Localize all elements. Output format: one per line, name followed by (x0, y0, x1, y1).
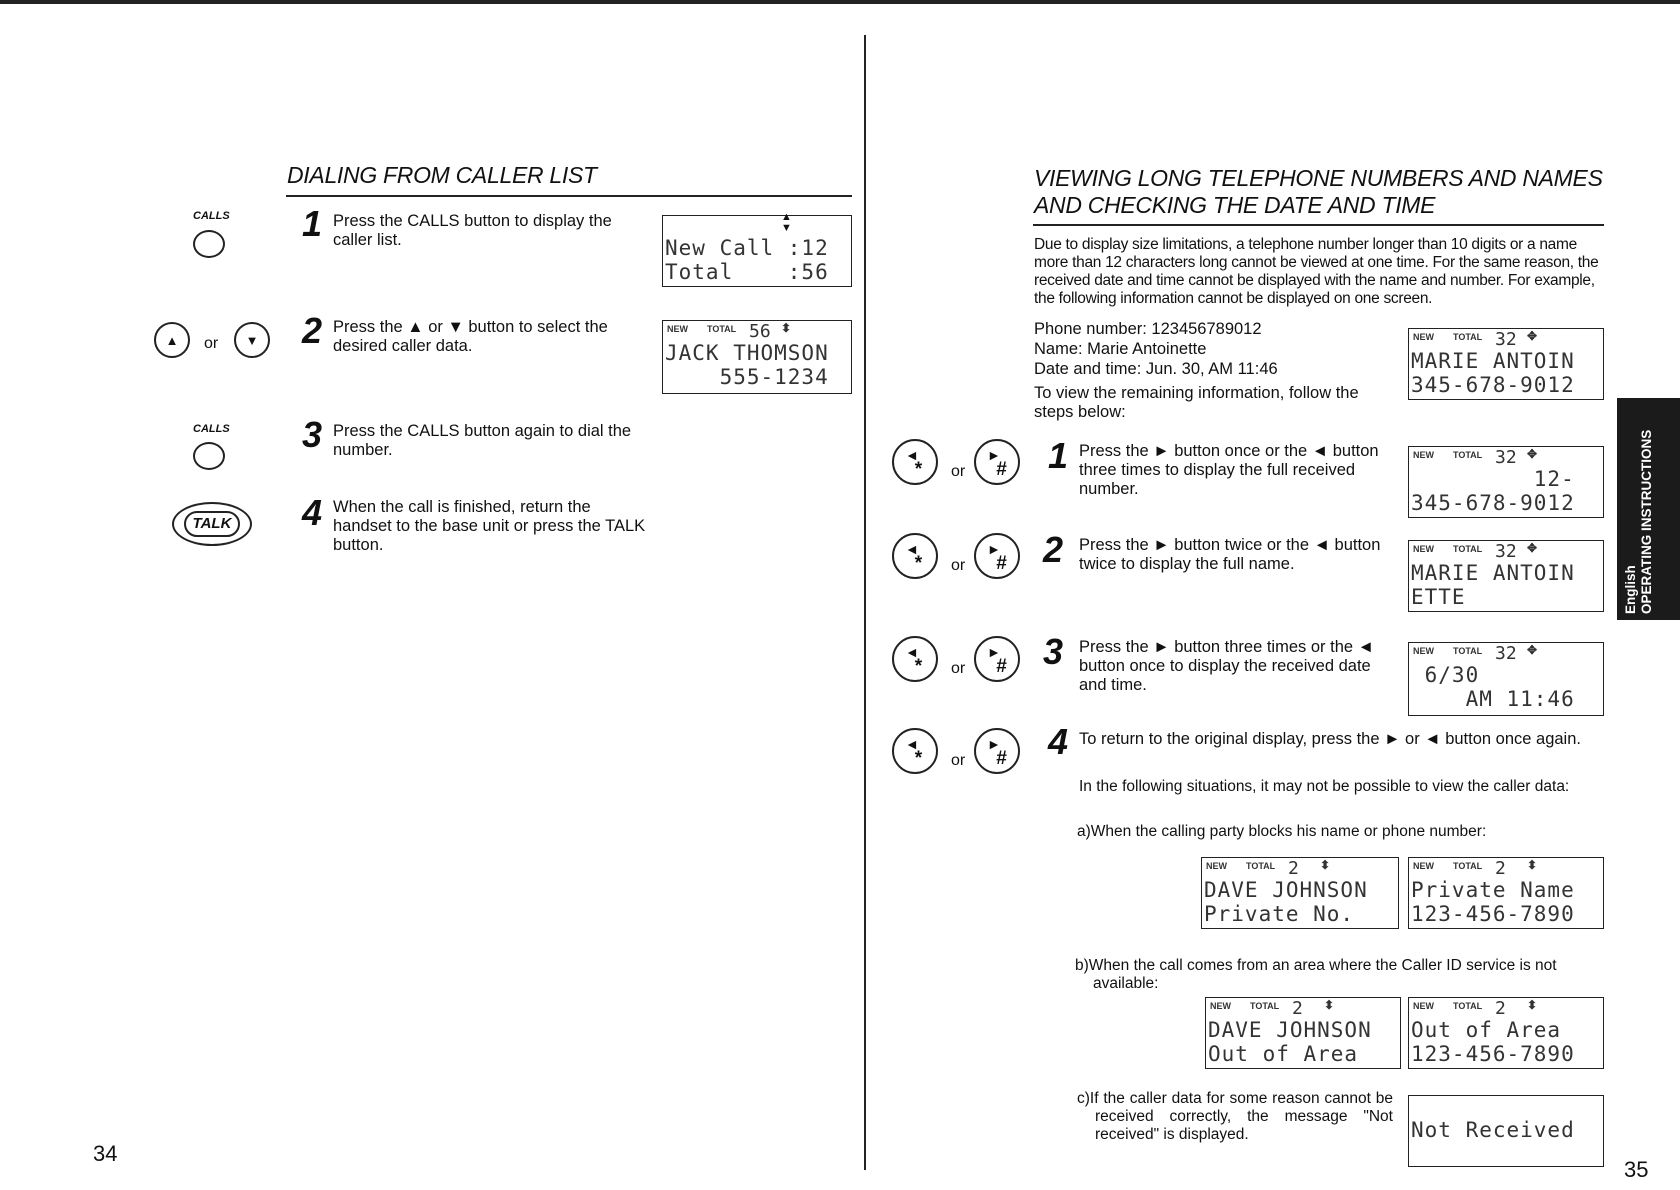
star-left-key-icon: ◄ * (892, 636, 938, 682)
side-tab-operating-instructions (1617, 398, 1680, 620)
side-tab-language: English (1623, 565, 1638, 614)
talk-label: TALK (192, 515, 232, 532)
lcd-total-label: TOTAL (1453, 1001, 1483, 1011)
lcd-line-2: Out of Area (1208, 1042, 1359, 1066)
lcd-line-2: 123-456-7890 (1411, 902, 1575, 926)
hash-right-key-icon: ► # (974, 439, 1020, 485)
lcd-line-2: Private No. (1204, 902, 1355, 926)
page-number-right: 35 (1624, 1157, 1649, 1182)
lcd-situation-a-2 (1408, 857, 1604, 929)
left-title-rule (286, 195, 852, 197)
four-way-arrow-icon: ✥ (1527, 329, 1538, 343)
left-step-1-text: Press the CALLS button to display the caller list. (333, 212, 612, 249)
situation-a-text: a)When the calling party blocks his name or phone number: (1077, 823, 1487, 840)
lcd-new-label: NEW (1210, 1001, 1231, 1011)
situations-intro: In the following situations, it may not be possible to view the caller data: (1079, 778, 1570, 795)
four-way-arrow-icon: ✥ (1527, 541, 1538, 555)
right-step-3-text: Press the ► button three times or the ◄ button once to display the received date and time. (1079, 638, 1374, 694)
left-step-4-number: 4 (302, 492, 323, 533)
calls-button-icon (193, 230, 225, 258)
lcd-line-1: New Call :12 (665, 236, 829, 260)
lcd-line-2: 555-1234 (665, 365, 829, 389)
lcd-line-2: Not Received (1411, 1118, 1575, 1142)
left-step-2-text: Press the ▲ or ▼ button to select the desired caller data. (333, 318, 608, 355)
star-hash-keys-2 (890, 531, 1030, 581)
calls-icon-label-1: CALLS (193, 210, 230, 222)
example-follow: To view the remaining information, follow the steps below: (1034, 384, 1359, 421)
or-label: or (951, 463, 966, 480)
right-step-1-text: Press the ► button once or the ◄ button three times to display the full received number. (1079, 442, 1379, 498)
lcd-step-1 (1408, 446, 1604, 518)
lcd-caller-entry (662, 320, 852, 394)
or-label: or (951, 752, 966, 769)
lcd-line-2: Total :56 (665, 260, 829, 284)
lcd-situation-b-2 (1408, 997, 1604, 1069)
lcd-line-1: 12- (1411, 467, 1575, 491)
lcd-situation-c (1408, 1095, 1604, 1167)
hash-right-key-icon: ► # (974, 636, 1020, 682)
left-step-3-number: 3 (302, 414, 323, 455)
lcd-total-label: TOTAL (1453, 450, 1483, 460)
top-border (0, 0, 1680, 4)
star-left-key-icon: ◄ * (892, 439, 938, 485)
lcd-new-label: NEW (1413, 332, 1434, 342)
right-page-title-line1: VIEWING LONG TELEPHONE NUMBERS AND NAMES (1034, 165, 1603, 191)
or-label: or (204, 335, 219, 352)
scroll-arrows-icon: ▲ ▼ (781, 211, 792, 234)
lcd-total-count: 56 (749, 321, 771, 342)
lcd-line-1: DAVE JOHNSON (1204, 878, 1368, 902)
star-hash-keys-3 (890, 634, 1030, 684)
hash-right-key-icon: ► # (974, 533, 1020, 579)
lcd-line-1: Out of Area (1411, 1018, 1562, 1042)
scroll-arrows-icon: ⬍ (1527, 858, 1538, 872)
lcd-line-1: DAVE JOHNSON (1208, 1018, 1372, 1042)
lcd-step-3 (1408, 642, 1604, 716)
lcd-line-1: JACK THOMSON (665, 341, 829, 365)
right-page-title-line2: AND CHECKING THE DATE AND TIME (1034, 192, 1436, 218)
lcd-total-label: TOTAL (1453, 332, 1483, 342)
lcd-total-count: 32 (1495, 447, 1517, 468)
right-step-4-text: To return to the original display, press the ► or ◄ button once again. (1079, 730, 1581, 748)
calls-button-icon (193, 442, 225, 470)
lcd-situation-b-1 (1205, 997, 1401, 1069)
left-step-1-number: 1 (302, 203, 323, 244)
lcd-new-label: NEW (1413, 1001, 1434, 1011)
right-step-1-number: 1 (1048, 435, 1069, 476)
example-phone: Phone number: 123456789012 (1034, 320, 1262, 338)
right-step-3-number: 3 (1043, 631, 1064, 672)
example-datetime: Date and time: Jun. 30, AM 11:46 (1034, 360, 1278, 378)
lcd-new-label: NEW (1413, 544, 1434, 554)
lcd-total-label: TOTAL (1250, 1001, 1280, 1011)
lcd-line-1: 6/30 (1411, 663, 1480, 687)
right-step-2-text: Press the ► button twice or the ◄ button twice to display the full name. (1079, 536, 1381, 573)
lcd-line-1: Private Name (1411, 878, 1575, 902)
lcd-total-count: 32 (1495, 643, 1517, 664)
situation-c-text: c)If the caller data for some reason cannot be received correctly, the message "Not received" is displayed. (1077, 1090, 1393, 1143)
talk-button-icon (172, 502, 252, 546)
or-label: or (951, 557, 966, 574)
star-left-key-icon: ◄ * (892, 728, 938, 774)
scroll-arrows-icon: ⬍ (781, 321, 792, 335)
four-way-arrow-icon: ✥ (1527, 643, 1538, 657)
scroll-arrows-icon: ⬍ (1527, 998, 1538, 1012)
left-page-title: DIALING FROM CALLER LIST (287, 162, 597, 188)
lcd-total-label: TOTAL (707, 324, 737, 334)
right-title-rule (1033, 224, 1604, 226)
up-button-icon: ▲ (154, 322, 190, 358)
lcd-line-2: ETTE (1411, 585, 1466, 609)
side-tab-section: OPERATING INSTRUCTIONS (1639, 429, 1654, 614)
lcd-total-label: TOTAL (1246, 861, 1276, 871)
star-left-key-icon: ◄ * (892, 533, 938, 579)
example-name: Name: Marie Antoinette (1034, 340, 1207, 358)
down-button-icon: ▼ (234, 322, 270, 358)
lcd-line-2: 345-678-9012 (1411, 373, 1575, 397)
lcd-new-label: NEW (1413, 450, 1434, 460)
lcd-new-label: NEW (1206, 861, 1227, 871)
lcd-total-count: 32 (1495, 329, 1517, 350)
lcd-new-label: NEW (1413, 646, 1434, 656)
right-step-2-number: 2 (1043, 529, 1064, 570)
lcd-step-2 (1408, 540, 1604, 612)
lcd-total-label: TOTAL (1453, 544, 1483, 554)
lcd-total-label: TOTAL (1453, 646, 1483, 656)
four-way-arrow-icon: ✥ (1527, 447, 1538, 461)
lcd-total-count: 32 (1495, 541, 1517, 562)
right-step-4-number: 4 (1048, 721, 1069, 762)
lcd-line-1: MARIE ANTOIN (1411, 349, 1575, 373)
lcd-total-count: 2 (1495, 998, 1506, 1019)
left-step-2-number: 2 (302, 310, 323, 351)
lcd-line-2: AM 11:46 (1411, 687, 1575, 711)
lcd-total-label: TOTAL (1453, 861, 1483, 871)
lcd-total-count: 2 (1288, 858, 1299, 879)
intro-paragraph: Due to display size limitations, a telephone number longer than 10 digits or a name more than 12 characters long cannot be viewed at one time. For the same reason, the received date and time cannot be displayed with the name and number. For example, the following information cannot be displayed on one screen. (1034, 236, 1599, 307)
situation-b-text: b)When the call comes from an area where the Caller ID service is not available: (1075, 957, 1557, 992)
lcd-new-label: NEW (1413, 861, 1434, 871)
lcd-situation-a-1 (1201, 857, 1399, 929)
lcd-line-2: 345-678-9012 (1411, 491, 1575, 515)
hash-right-key-icon: ► # (974, 728, 1020, 774)
left-step-3-text: Press the CALLS button again to dial the number. (333, 422, 632, 459)
lcd-line-1: MARIE ANTOIN (1411, 561, 1575, 585)
calls-icon-label-2: CALLS (193, 423, 230, 435)
star-hash-keys-1 (890, 437, 1030, 487)
scroll-arrows-icon: ⬍ (1320, 858, 1331, 872)
star-hash-keys-4 (890, 726, 1030, 776)
or-label: or (951, 660, 966, 677)
left-step-4-text: When the call is finished, return the handset to the base unit or press the TALK button. (333, 498, 646, 554)
lcd-total-count: 2 (1292, 998, 1303, 1019)
lcd-caller-list-summary (662, 215, 852, 287)
scroll-arrows-icon: ⬍ (1324, 998, 1335, 1012)
lcd-line-2: 123-456-7890 (1411, 1042, 1575, 1066)
lcd-total-count: 2 (1495, 858, 1506, 879)
page-gutter (864, 35, 866, 1170)
lcd-new-label: NEW (667, 324, 688, 334)
page-number-left: 34 (93, 1141, 118, 1166)
lcd-example (1408, 328, 1604, 400)
